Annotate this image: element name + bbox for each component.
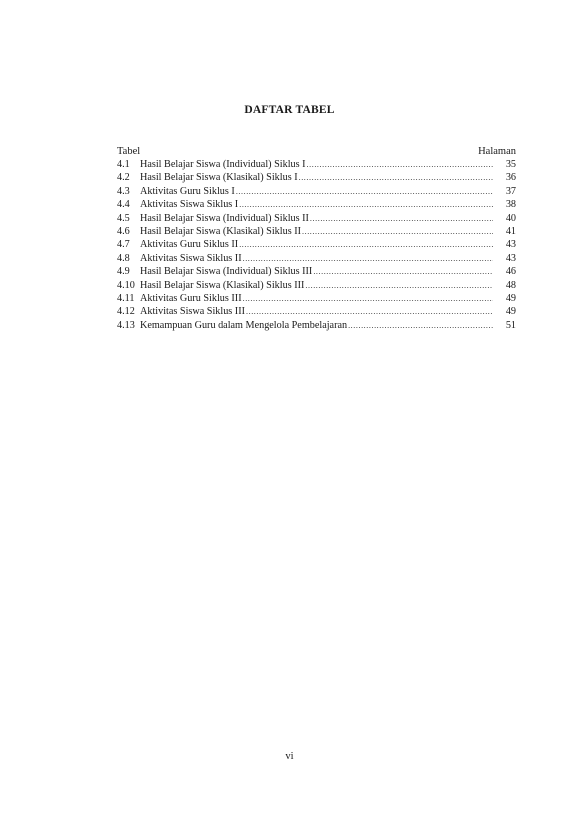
leader-dots	[239, 238, 493, 251]
toc-entry-number: 4.2	[117, 172, 130, 184]
toc-entry-title: Hasil Belajar Siswa (Klasikal) Siklus III	[140, 279, 305, 291]
toc-entry	[117, 158, 516, 171]
toc-entry-number: 4.4	[117, 199, 130, 211]
toc-entry-page: 48	[505, 279, 516, 291]
leader-dots	[246, 305, 493, 318]
toc-entry	[117, 225, 516, 238]
toc-entry-title: Aktivitas Siswa Siklus II	[140, 252, 242, 264]
toc-entry	[117, 319, 516, 332]
toc-entry	[117, 305, 516, 318]
toc-entry-number: 4.6	[117, 225, 130, 237]
leader-dots	[313, 265, 493, 278]
table-of-tables	[117, 158, 516, 332]
toc-entry-page: 40	[505, 212, 516, 224]
toc-entry-page: 41	[505, 225, 516, 237]
leader-dots	[310, 212, 493, 225]
leader-dots	[299, 171, 493, 184]
leader-dots	[348, 319, 493, 332]
leader-dots	[307, 158, 493, 171]
toc-entry-page: 51	[505, 319, 516, 331]
toc-entry-number: 4.12	[117, 306, 135, 318]
page-number: vi	[285, 751, 294, 762]
toc-entry-page: 35	[505, 159, 516, 170]
toc-entry-number: 4.10	[117, 279, 135, 291]
toc-entry-page: 49	[505, 292, 516, 304]
toc-entry-number: 4.11	[117, 292, 135, 304]
toc-entry	[117, 252, 516, 265]
toc-entry-number: 4.3	[117, 185, 130, 197]
toc-entry-title: Hasil Belajar Siswa (Individual) Siklus I	[140, 159, 306, 170]
toc-entry-page: 38	[505, 199, 516, 211]
toc-entry-page: 49	[505, 306, 516, 318]
toc-entry-number: 4.5	[117, 212, 130, 224]
toc-entry	[117, 292, 516, 305]
toc-entry	[117, 238, 516, 251]
toc-entry-page: 36	[505, 172, 516, 184]
toc-entry-number: 4.9	[117, 266, 130, 278]
toc-entry-title: Aktivitas Siswa Siklus I	[140, 199, 239, 211]
column-label-tabel: Tabel	[117, 146, 141, 157]
column-label-halaman: Halaman	[478, 146, 516, 157]
toc-entry-number: 4.7	[117, 239, 130, 251]
toc-entry-title: Hasil Belajar Siswa (Klasikal) Siklus I	[140, 172, 298, 184]
leader-dots	[236, 185, 493, 198]
toc-entry-title: Aktivitas Guru Siklus III	[140, 292, 242, 304]
toc-entry	[117, 198, 516, 211]
toc-entry-page: 46	[505, 266, 516, 278]
table-list-header	[117, 146, 516, 157]
toc-entry-page: 43	[505, 239, 516, 251]
toc-entry	[117, 265, 516, 278]
toc-entry-title: Aktivitas Guru Siklus I	[140, 185, 235, 197]
leader-dots	[302, 225, 493, 238]
leader-dots	[243, 292, 493, 305]
toc-entry-title: Hasil Belajar Siswa (Individual) Siklus III	[140, 266, 313, 278]
toc-entry-title: Hasil Belajar Siswa (Individual) Siklus II	[140, 212, 309, 224]
page-title: DAFTAR TABEL	[244, 104, 335, 116]
toc-entry-title: Aktivitas Siswa Siklus III	[140, 306, 245, 318]
leader-dots	[305, 279, 493, 292]
toc-entry-page: 37	[505, 185, 516, 197]
toc-entry-page: 43	[505, 252, 516, 264]
toc-entry	[117, 185, 516, 198]
toc-entry	[117, 279, 516, 292]
toc-entry-title: Hasil Belajar Siswa (Klasikal) Siklus II	[140, 225, 301, 237]
toc-entry-title: Kemampuan Guru dalam Mengelola Pembelajaran	[140, 319, 348, 331]
toc-entry-number: 4.1	[117, 159, 130, 170]
toc-entry-title: Aktivitas Guru Siklus II	[140, 239, 239, 251]
leader-dots	[239, 198, 493, 211]
leader-dots	[243, 252, 493, 265]
toc-entry-number: 4.8	[117, 252, 130, 264]
toc-entry	[117, 171, 516, 184]
toc-entry	[117, 212, 516, 225]
toc-entry-number: 4.13	[117, 319, 135, 331]
